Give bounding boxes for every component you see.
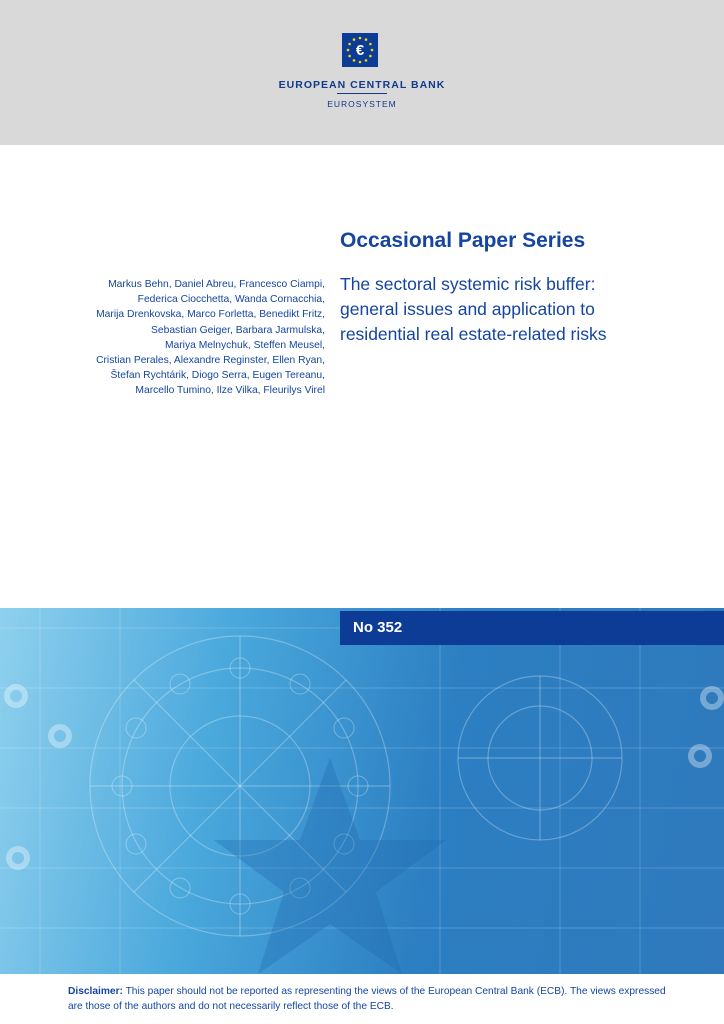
series-title: Occasional Paper Series: [340, 229, 586, 252]
author-line: Federica Ciocchetta, Wanda Cornacchia,: [137, 294, 325, 306]
euro-stars-icon: [342, 33, 378, 67]
paper-number: No 352: [340, 611, 724, 645]
author-list: [40, 277, 325, 399]
disclaimer: [68, 985, 668, 1014]
euro-symbol: €: [355, 42, 365, 59]
bank-name: EUROPEAN CENTRAL BANK: [278, 79, 446, 91]
author-line: Marija Drenkovska, Marco Forletta, Benedikt Fritz,: [96, 309, 325, 321]
header-band: [0, 0, 724, 145]
paper-title-line: residential real estate-related risks: [340, 324, 607, 344]
divider: [337, 93, 387, 94]
paper-title-line: general issues and application to: [340, 299, 595, 319]
disclaimer-text: This paper should not be reported as representing the views of the European Central Bank (ECB). The views expressed are those of the authors and do not necessarily reflect those of the ECB.: [68, 986, 666, 1012]
cover-image: [0, 608, 724, 974]
author-line: Štefan Rychtárik, Diogo Serra, Eugen Tereanu,: [110, 370, 325, 382]
paper-title-line: The sectoral systemic risk buffer:: [340, 274, 596, 294]
disclaimer-label: Disclaimer:: [68, 986, 123, 997]
author-line: Cristian Perales, Alexandre Reginster, Ellen Ryan,: [96, 355, 325, 367]
bank-subtitle: EUROSYSTEM: [327, 99, 397, 109]
paper-title: [340, 272, 700, 347]
author-line: Markus Behn, Daniel Abreu, Francesco Ciampi,: [108, 279, 325, 290]
author-line: Mariya Melnychuk, Steffen Meusel,: [164, 339, 325, 351]
author-line: Marcello Tumino, Ilze Vilka, Fleurilys Virel: [135, 385, 325, 397]
author-line: Sebastian Geiger, Barbara Jarmulska,: [151, 324, 325, 336]
